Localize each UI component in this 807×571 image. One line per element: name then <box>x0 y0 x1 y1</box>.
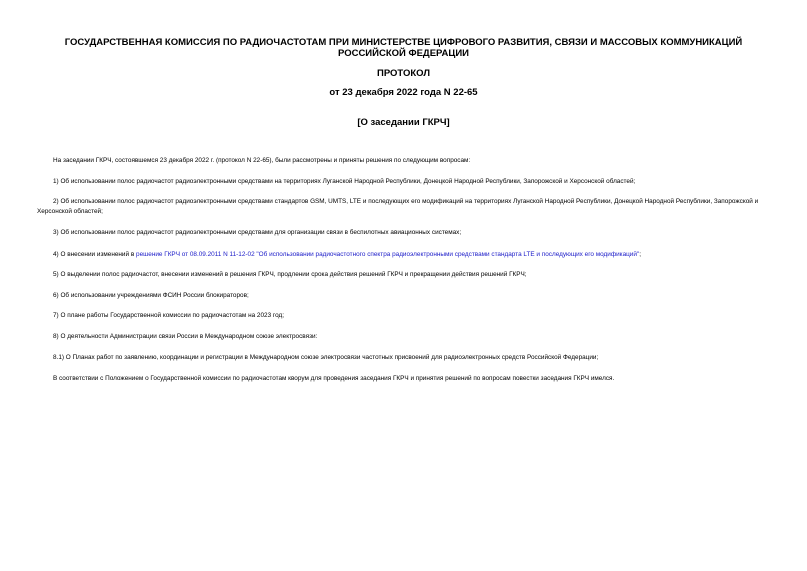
agenda-item-8-1: 8.1) О Планах работ по заявлению, координации и регистрации в Международном союзе электросвязи частотных присвоений для радиоэлектронных средств Российской Федерации; <box>53 354 599 361</box>
agenda-item-7: 7) О плане работы Государственной комиссии по радиочастотам на 2023 год; <box>53 312 285 319</box>
agenda-item-4 <box>37 250 770 260</box>
document-type: ПРОТОКОЛ <box>376 68 430 79</box>
organization-title: ГОСУДАРСТВЕННАЯ КОМИССИЯ ПО РАДИОЧАСТОТАМ ПРИ МИНИСТЕРСТВЕ ЦИФРОВОГО РАЗВИТИЯ, СВЯЗИ И МАССОВЫХ КОММУНИКАЦИЙ РОССИЙСКОЙ ФЕДЕРАЦИИ <box>64 37 743 59</box>
agenda-item-3: 3) Об использовании полос радиочастот радиоэлектронными средствами для организации связи в беспилотных авиационных системах; <box>53 229 462 236</box>
closing-paragraph: В соответствии с Положением о Государственной комиссии по радиочастотам кворум для проведения заседания ГКРЧ и принятия решений по вопросам повестки заседания ГКРЧ имелся. <box>53 375 615 382</box>
agenda-item-5: 5) О выделении полос радиочастот, внесении изменений в решения ГКРЧ, продлении срока действия решений ГКРЧ и прекращении действия решений ГКРЧ; <box>53 271 527 278</box>
agenda-item-2: 2) Об использовании полос радиочастот радиоэлектронными средствами стандартов GSM, UMTS, LTE и последующих его модификаций на территориях Луганской Народной Республики, Донецкой Народной Республики, Запорожской и Херсонской областей; <box>37 198 759 215</box>
intro-paragraph: На заседании ГКРЧ, состоявшемся 23 декабря 2022 г. (протокол N 22-65), были рассмотрены и приняты решения по следующим вопросам: <box>53 157 471 164</box>
agenda-item-4-prefix: 4) О внесении изменений в <box>53 251 137 258</box>
agenda-item-4-suffix: ; <box>639 251 641 258</box>
agenda-item-6: 6) Об использовании учреждениями ФСИН России блокираторов; <box>53 292 249 299</box>
document-date-number: от 23 декабря 2022 года N 22-65 <box>329 87 478 98</box>
gkrch-decision-link[interactable]: решение ГКРЧ от 08.09.2011 N 11-12-02 "Об использовании радиочастотного спектра радиоэлектронными средствами стандарта LTE и последующих его модификаций" <box>136 251 640 258</box>
agenda-item-1: 1) Об использовании полос радиочастот радиоэлектронными средствами на территориях Луганской Народной Республики, Донецкой Народной Республики, Запорожской и Херсонской областей; <box>53 178 636 185</box>
document-subject: [О заседании ГКРЧ] <box>357 117 450 128</box>
agenda-item-8: 8) О деятельности Администрации связи России в Международном союзе электросвязи: <box>53 333 318 340</box>
